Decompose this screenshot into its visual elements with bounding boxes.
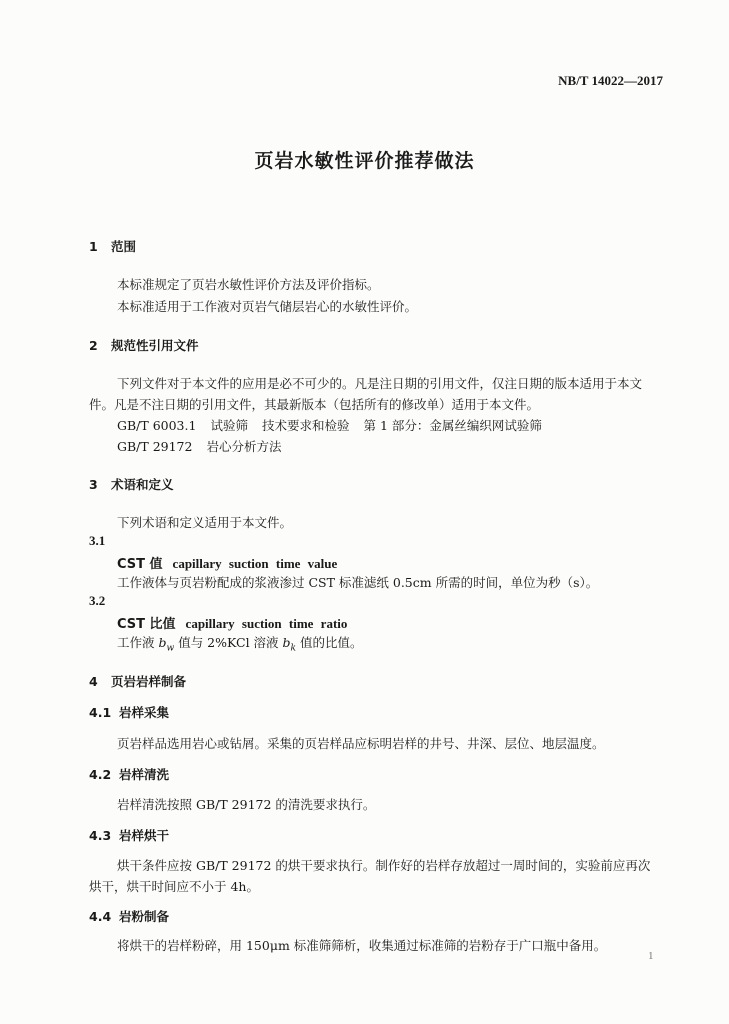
- paragraph: 本标准规定了页岩水敏性评价方法及评价指标。: [117, 277, 380, 292]
- page-number: 1: [648, 950, 654, 962]
- section-number: 4: [89, 674, 98, 689]
- subsection-4-2-heading: [89, 765, 169, 783]
- section-4-heading: [89, 672, 186, 690]
- subsection-title: 岩粉制备: [119, 909, 170, 924]
- normative-reference: [117, 437, 281, 455]
- term-entry: [117, 613, 347, 632]
- paragraph: 本标准适用于工作液对页岩气储层岩心的水敏性评价。: [117, 299, 418, 314]
- paragraph: 将烘干的岩样粉碎，用 150μm 标准筛筛析，收集通过标准筛的岩粉存于广口瓶中备用。: [117, 938, 607, 953]
- paragraph: 烘干条件应按 GB/T 29172 的烘干要求执行。制作好的岩样存放超过一周时间的，实验前应再次: [117, 858, 651, 873]
- subsection-4-4-heading: [89, 907, 169, 925]
- section-title: 范围: [111, 239, 137, 254]
- section-2-heading: [89, 336, 199, 354]
- term-en: capillary suction time ratio: [185, 616, 348, 631]
- normative-reference: [117, 416, 542, 434]
- subsection-title: 岩样清洗: [119, 767, 170, 782]
- term-number: 3.1: [89, 533, 106, 548]
- term-number: 3.2: [89, 593, 106, 608]
- section-title: 规范性引用文件: [111, 338, 199, 353]
- term-definition: [117, 633, 362, 654]
- paragraph: 岩样清洗按照 GB/T 29172 的清洗要求执行。: [117, 797, 376, 812]
- reference-code: GB/T 6003.1: [117, 418, 197, 433]
- paragraph: 下列术语和定义适用于本文件。: [117, 515, 293, 530]
- paragraph: 下列文件对于本文件的应用是必不可少的。凡是注日期的引用文件，仅注日期的版本适用于本文: [117, 376, 643, 391]
- section-1-heading: [89, 237, 136, 255]
- reference-title: 第 1 部分：金属丝编织网试验筛: [363, 418, 542, 433]
- section-number: 1: [89, 239, 98, 254]
- term-entry: [117, 553, 337, 572]
- term-zh: CST 值: [117, 557, 163, 572]
- paragraph: 页岩样品选用岩心或钻屑。采集的页岩样品应标明岩样的井号、井深、层位、地层温度。: [117, 736, 605, 751]
- reference-title: 技术要求和检验: [261, 418, 350, 433]
- paragraph-continuation: 件。凡是不注日期的引用文件，其最新版本（包括所有的修改单）适用于本文件。: [89, 397, 540, 412]
- document-title: 页岩水敏性评价推荐做法: [254, 150, 475, 172]
- subsection-4-3-heading: [89, 826, 169, 844]
- reference-title: 试验筛: [210, 418, 248, 433]
- subsection-number: 4.2: [89, 767, 112, 782]
- symbol-subscript: w: [166, 643, 175, 654]
- symbol: b: [282, 635, 291, 650]
- subsection-number: 4.1: [89, 705, 112, 720]
- symbol-subscript: k: [290, 643, 296, 654]
- term-zh: CST 比值: [117, 617, 176, 632]
- section-title: 页岩岩样制备: [111, 674, 187, 689]
- term-definition: 工作液体与页岩粉配成的浆液渗过 CST 标准滤纸 0.5cm 所需的时间，单位为秒（s）。: [117, 575, 599, 590]
- subsection-4-1-heading: [89, 703, 169, 721]
- section-title: 术语和定义: [111, 477, 174, 492]
- definition-text: 值与 2%KCl 溶液: [174, 635, 283, 650]
- definition-text: 值的比值。: [296, 635, 363, 650]
- paragraph-continuation: 烘干，烘干时间应不小于 4h。: [89, 879, 259, 894]
- standard-number: NB/T 14022—2017: [558, 73, 663, 88]
- subsection-number: 4.3: [89, 828, 112, 843]
- section-3-heading: [89, 475, 174, 493]
- reference-code: GB/T 29172: [117, 439, 193, 454]
- term-en: capillary suction time value: [172, 556, 338, 571]
- subsection-title: 岩样烘干: [119, 828, 170, 843]
- section-number: 3: [89, 477, 98, 492]
- subsection-title: 岩样采集: [119, 705, 170, 720]
- subsection-number: 4.4: [89, 909, 112, 924]
- section-number: 2: [89, 338, 98, 353]
- definition-text: 工作液: [117, 635, 159, 650]
- symbol: b: [158, 635, 167, 650]
- reference-title: 岩心分析方法: [206, 439, 282, 454]
